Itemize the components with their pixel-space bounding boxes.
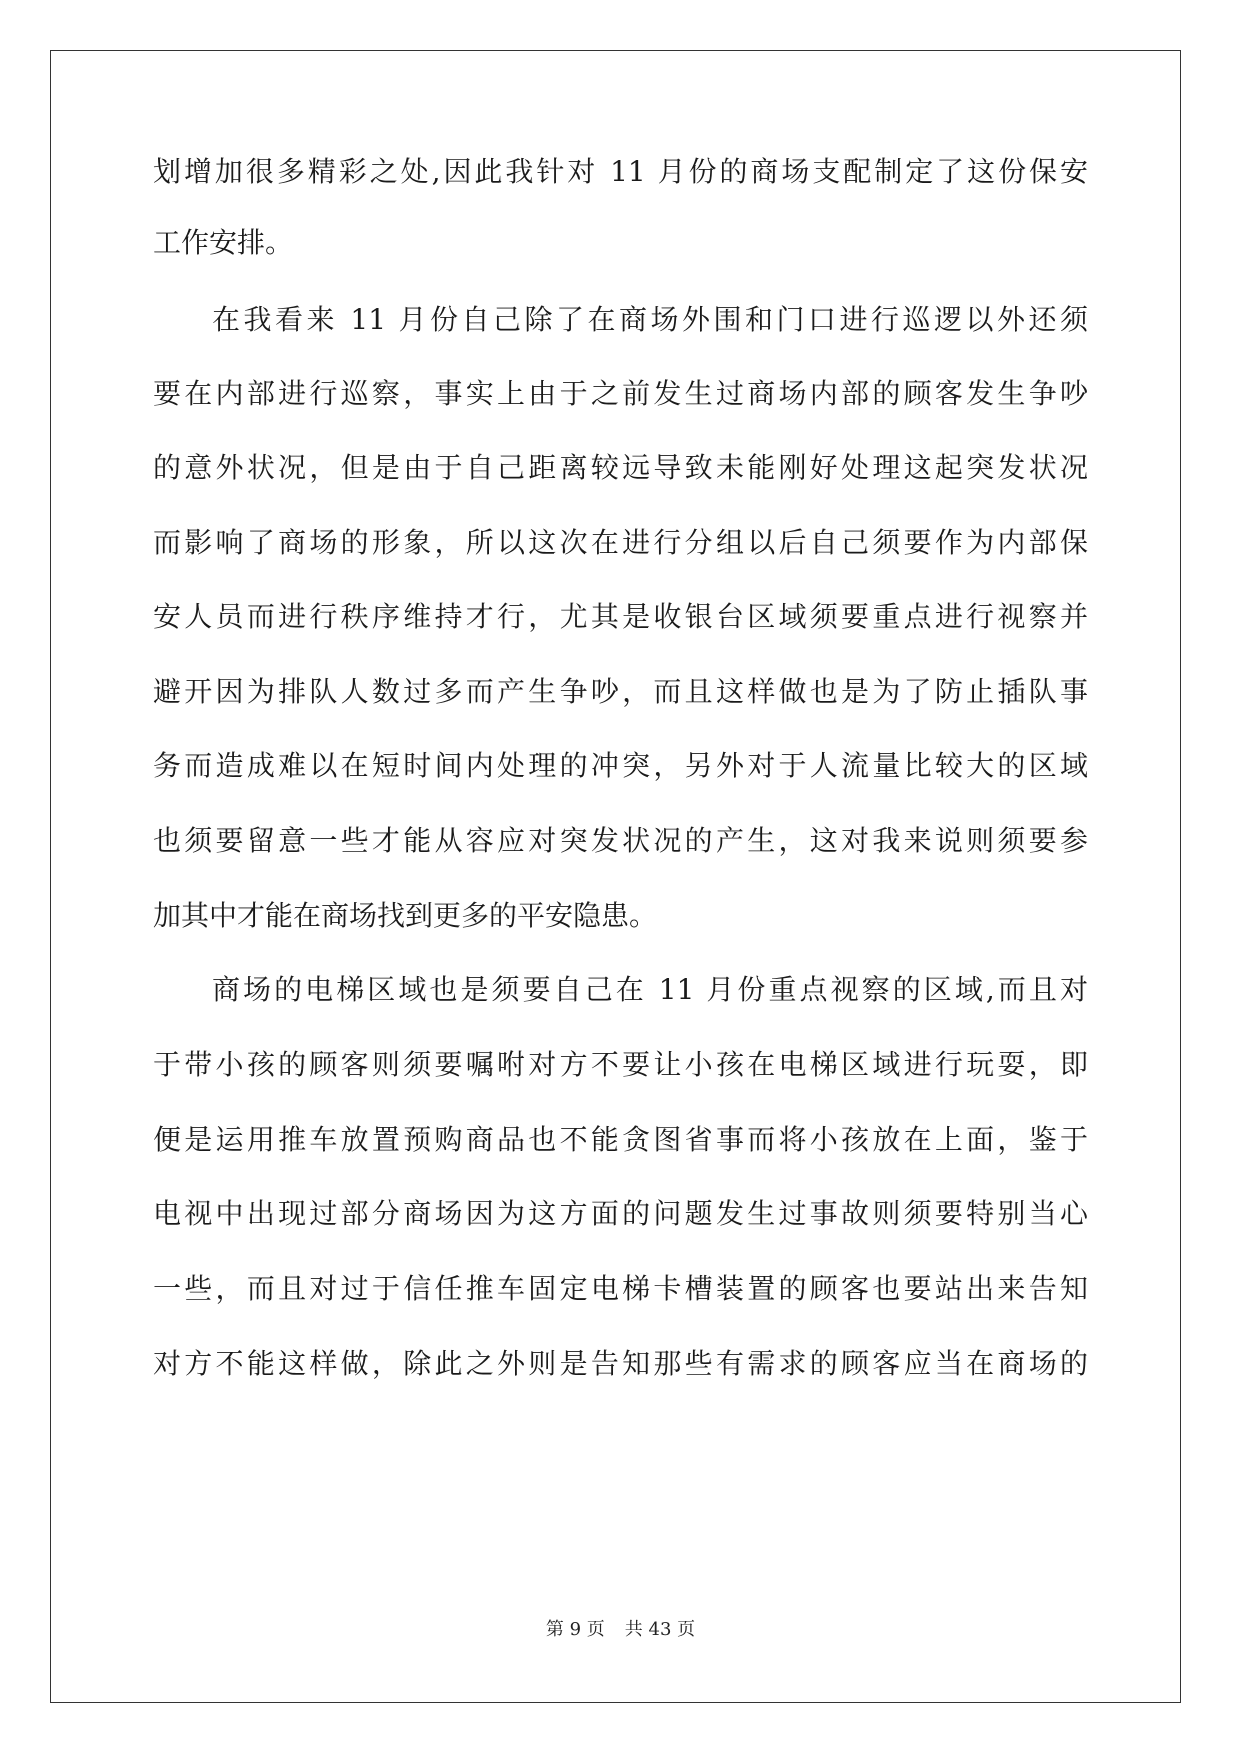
- body-line-11: 加其中才能在商场找到更多的平安隐患。: [153, 899, 658, 932]
- body-line-16: 一些，而且对过于信任推车固定电梯卡槽装置的顾客也要站出来告知: [153, 1272, 1088, 1305]
- body-line-4: 要在内部进行巡察，事实上由于之前发生过商场内部的顾客发生争吵: [153, 377, 1088, 410]
- body-line-7: 安人员而进行秩序维持才行，尤其是收银台区域须要重点进行视察并: [153, 600, 1088, 633]
- body-line-14: 便是运用推车放置预购商品也不能贪图省事而将小孩放在上面，鉴于: [153, 1123, 1088, 1156]
- body-line-13: 于带小孩的顾客则须要嘱咐对方不要让小孩在电梯区域进行玩耍，即: [153, 1048, 1088, 1081]
- body-line-5: 的意外状况，但是由于自己距离较远导致未能刚好处理这起突发状况: [153, 451, 1088, 484]
- page-footer: [0, 1618, 1241, 1642]
- body-line-8: 避开因为排队人数过多而产生争吵，而且这样做也是为了防止插队事: [153, 675, 1088, 708]
- body-line-9: 务而造成难以在短时间内处理的冲突，另外对于人流量比较大的区域: [153, 749, 1088, 782]
- body-line-3: 在我看来 11 月份自己除了在商场外围和门口进行巡逻以外还须: [212, 303, 1088, 336]
- body-line-17: 对方不能这样做，除此之外则是告知那些有需求的顾客应当在商场的: [153, 1347, 1088, 1380]
- page-total: 共 43 页: [624, 1619, 696, 1640]
- body-line-1: 划增加很多精彩之处,因此我针对 11 月份的商场支配制定了这份保安: [153, 155, 1088, 188]
- body-line-6: 而影响了商场的形象，所以这次在进行分组以后自己须要作为内部保: [153, 526, 1088, 559]
- body-line-12: 商场的电梯区域也是须要自己在 11 月份重点视察的区域,而且对: [212, 973, 1088, 1006]
- body-line-15: 电视中出现过部分商场因为这方面的问题发生过事故则须要特别当心: [153, 1197, 1088, 1230]
- page-border: [50, 50, 1181, 1703]
- body-line-10: 也须要留意一些才能从容应对突发状况的产生，这对我来说则须要参: [153, 824, 1088, 857]
- page-number: 第 9 页: [545, 1619, 605, 1640]
- body-line-2: 工作安排。: [153, 226, 294, 259]
